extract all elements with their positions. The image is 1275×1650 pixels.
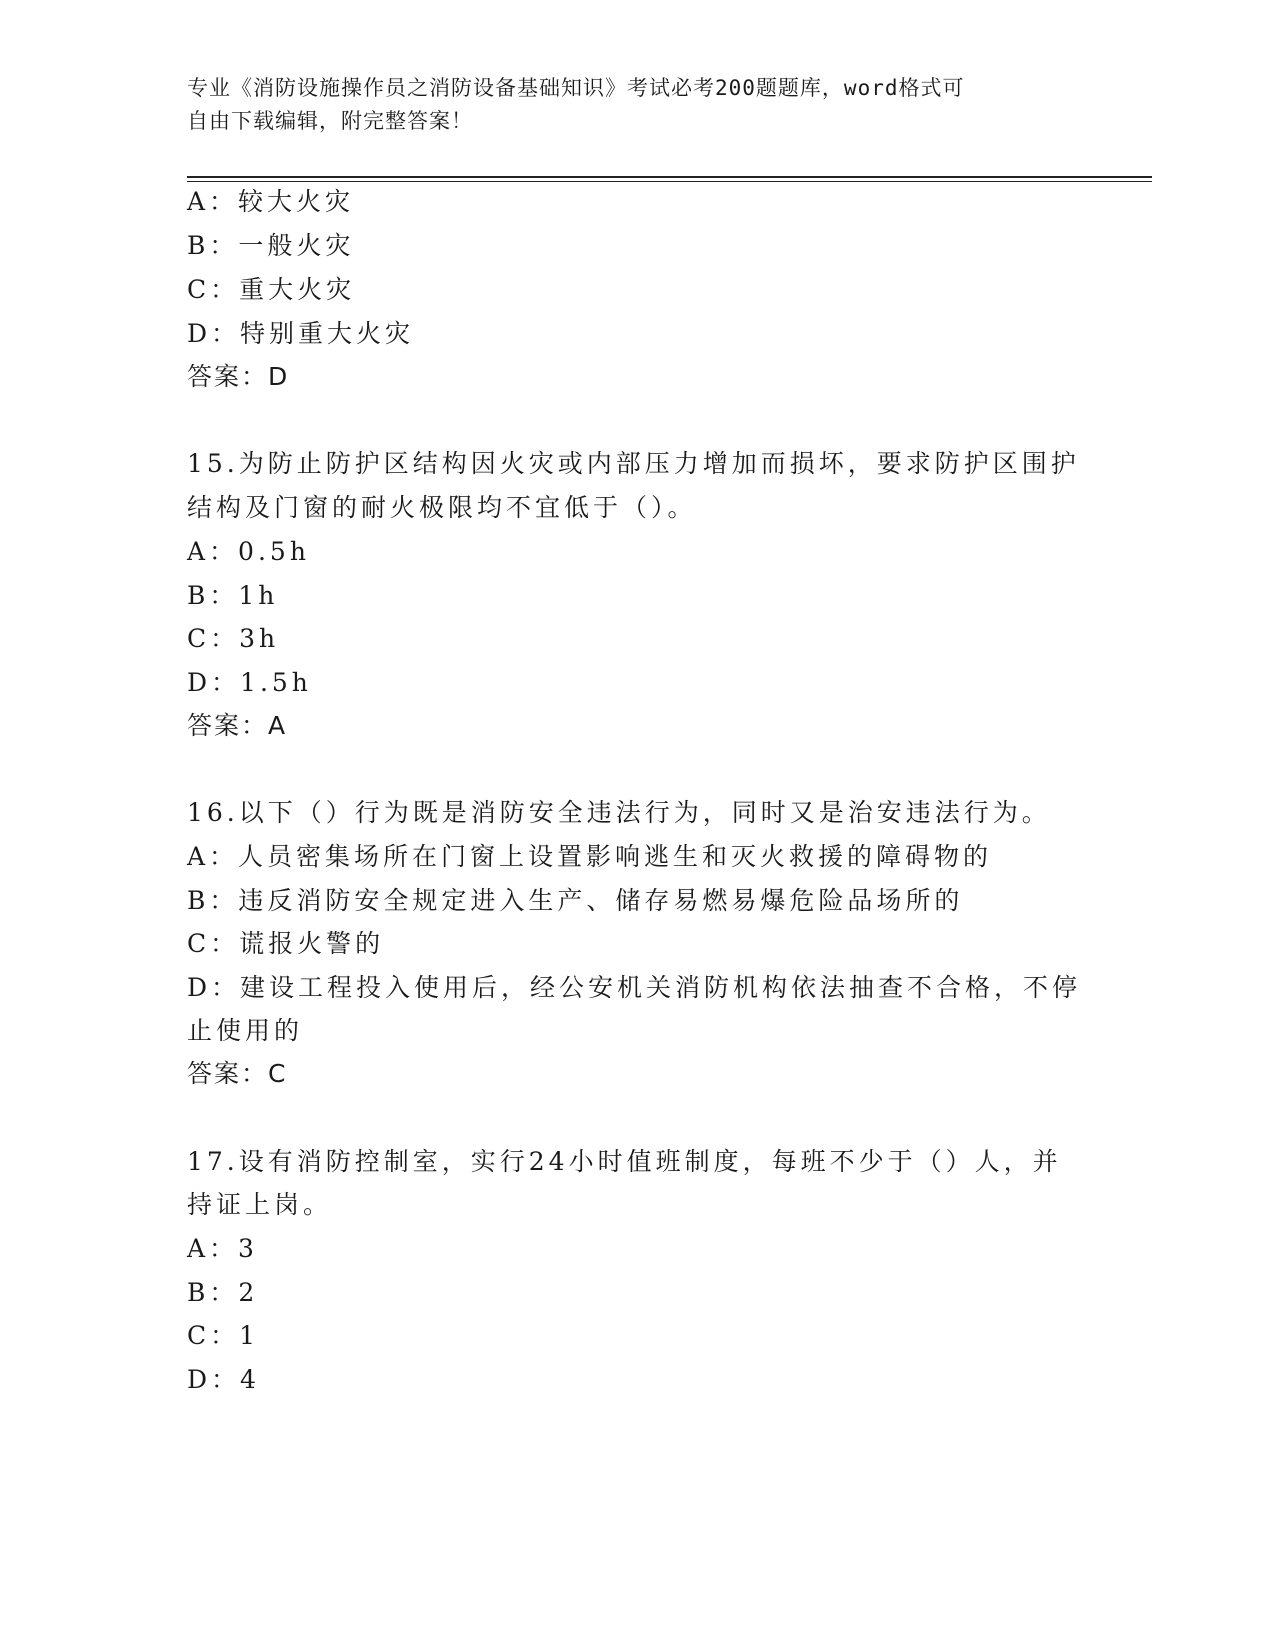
- q15-option-c: C：3h: [187, 624, 280, 653]
- q16-option-c: C：谎报火警的: [187, 929, 385, 958]
- header-line-1: 专业《消防设施操作员之消防设备基础知识》考试必考200题题库，word格式可: [187, 76, 965, 100]
- header-divider-thin: [187, 181, 1152, 182]
- q14-option-a: A：较大火灾: [187, 187, 355, 216]
- q17-stem-line-1: 17.设有消防控制室，实行24小时值班制度，每班不少于（）人，并: [187, 1147, 1062, 1176]
- q14-option-d: D：特别重大火灾: [187, 319, 415, 348]
- q14-option-b: B：一般火灾: [187, 231, 355, 260]
- q16-option-a: A：人员密集场所在门窗上设置影响逃生和灭火救援的障碍物的: [187, 842, 993, 871]
- q17-option-b: B：2: [187, 1278, 259, 1307]
- q15-stem-line-2: 结构及门窗的耐火极限均不宜低于（）。: [187, 493, 697, 522]
- q14-option-c: C：重大火灾: [187, 275, 356, 304]
- q16-option-d-continued: 止使用的: [187, 1016, 304, 1045]
- q17-option-c: C：1: [187, 1321, 260, 1350]
- q15-answer: 答案：A: [187, 711, 288, 740]
- document-header: [187, 72, 1067, 138]
- q15-option-a: A：0.5h: [187, 537, 310, 566]
- q15-option-d: D：1.5h: [187, 668, 312, 697]
- q16-option-d: D：建设工程投入使用后，经公安机关消防机构依法抽查不合格，不停: [187, 973, 1082, 1002]
- q17-option-d: D：4: [187, 1365, 260, 1394]
- q14-answer: 答案：D: [187, 362, 290, 391]
- q16-option-b: B：违反消防安全规定进入生产、储存易燃易爆危险品场所的: [187, 886, 964, 915]
- q16-stem: 16.以下（）行为既是消防安全违法行为，同时又是治安违法行为。: [187, 798, 1051, 827]
- header-line-2: 自由下载编辑，附完整答案！: [187, 109, 473, 133]
- q15-stem-line-1: 15.为防止防护区结构因火灾或内部压力增加而损坏，要求防护区围护: [187, 449, 1080, 478]
- q16-answer: 答案：C: [187, 1059, 288, 1088]
- header-divider-thick: [187, 176, 1152, 178]
- q15-option-b: B：1h: [187, 581, 279, 610]
- q17-option-a: A：3: [187, 1234, 258, 1263]
- q17-stem-line-2: 持证上岗。: [187, 1190, 333, 1219]
